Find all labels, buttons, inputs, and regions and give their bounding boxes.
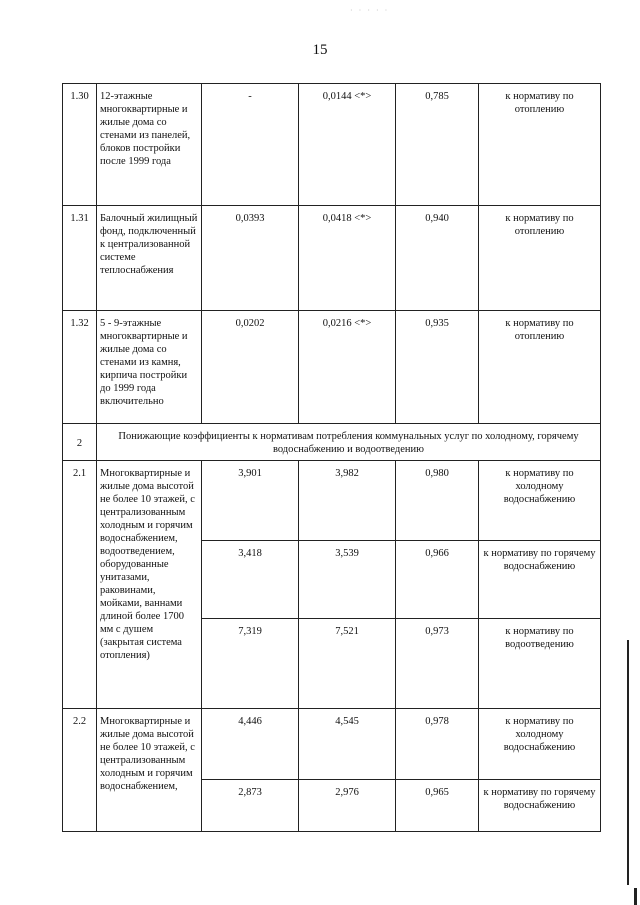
value-cell: 7,521 (299, 619, 396, 709)
note-cell: к нормативу по отоплению (479, 311, 601, 424)
row-description: Балочный жилищный фонд, подключенный к централизованной системе теплоснабжения (97, 206, 202, 311)
section-title: Понижающие коэффициенты к нормативам потребления коммунальных услуг по холодному, горячему водоснабжению и водоотведению (97, 424, 601, 461)
section-header-row (63, 424, 601, 461)
row-number: 2.1 (63, 461, 97, 709)
value-cell: 2,873 (202, 780, 299, 832)
value-cell: - (202, 84, 299, 206)
value-cell: 2,976 (299, 780, 396, 832)
coefficients-table (62, 83, 601, 832)
coefficient-cell: 0,973 (396, 619, 479, 709)
note-cell: к нормативу по водоотведению (479, 619, 601, 709)
note-cell: к нормативу по отоплению (479, 84, 601, 206)
table-row (63, 206, 601, 311)
value-cell: 3,539 (299, 541, 396, 619)
note-cell: к нормативу по холодному водоснабжению (479, 709, 601, 780)
coefficient-cell: 0,785 (396, 84, 479, 206)
row-description: 12-этажные многоквартирные и жилые дома со стенами из панелей, блоков постройки после 1999 года (97, 84, 202, 206)
row-description: Многоквартирные и жилые дома высотой не более 10 этажей, с централизованным холодным и горячим водоснабжением, водоотведением, оборудованные унитазами, раковинами, мойками, ваннами длиной более 1700 мм с душем (закрытая система отопления) (97, 461, 202, 709)
coefficient-cell: 0,935 (396, 311, 479, 424)
coefficient-cell: 0,980 (396, 461, 479, 541)
scan-artifact-line (634, 888, 637, 905)
table-row (63, 709, 601, 780)
value-cell: 0,0202 (202, 311, 299, 424)
value-cell: 4,446 (202, 709, 299, 780)
row-number: 1.31 (63, 206, 97, 311)
table-row (63, 461, 601, 541)
coefficient-cell: 0,965 (396, 780, 479, 832)
page-number: 15 (312, 42, 328, 58)
value-cell: 0,0216 <*> (299, 311, 396, 424)
scan-speck: · · · · · (350, 6, 390, 15)
table-row (63, 84, 601, 206)
section-number: 2 (63, 424, 97, 461)
row-number: 1.32 (63, 311, 97, 424)
coefficient-cell: 0,940 (396, 206, 479, 311)
value-cell: 4,545 (299, 709, 396, 780)
row-description: 5 - 9-этажные многоквартирные и жилые дома со стенами из камня, кирпича постройки до 1999 года включительно (97, 311, 202, 424)
coefficient-cell: 0,978 (396, 709, 479, 780)
note-cell: к нормативу по горячему водоснабжению (479, 780, 601, 832)
value-cell: 3,418 (202, 541, 299, 619)
row-description: Многоквартирные и жилые дома высотой не более 10 этажей, с централизованным холодным и горячим водоснабжением, (97, 709, 202, 832)
scan-artifact-line (627, 640, 629, 885)
value-cell: 3,982 (299, 461, 396, 541)
row-number: 2.2 (63, 709, 97, 832)
row-number: 1.30 (63, 84, 97, 206)
value-cell: 0,0144 <*> (299, 84, 396, 206)
value-cell: 0,0418 <*> (299, 206, 396, 311)
value-cell: 0,0393 (202, 206, 299, 311)
value-cell: 7,319 (202, 619, 299, 709)
note-cell: к нормативу по отоплению (479, 206, 601, 311)
table-row (63, 311, 601, 424)
note-cell: к нормативу по горячему водоснабжению (479, 541, 601, 619)
note-cell: к нормативу по холодному водоснабжению (479, 461, 601, 541)
value-cell: 3,901 (202, 461, 299, 541)
coefficient-cell: 0,966 (396, 541, 479, 619)
